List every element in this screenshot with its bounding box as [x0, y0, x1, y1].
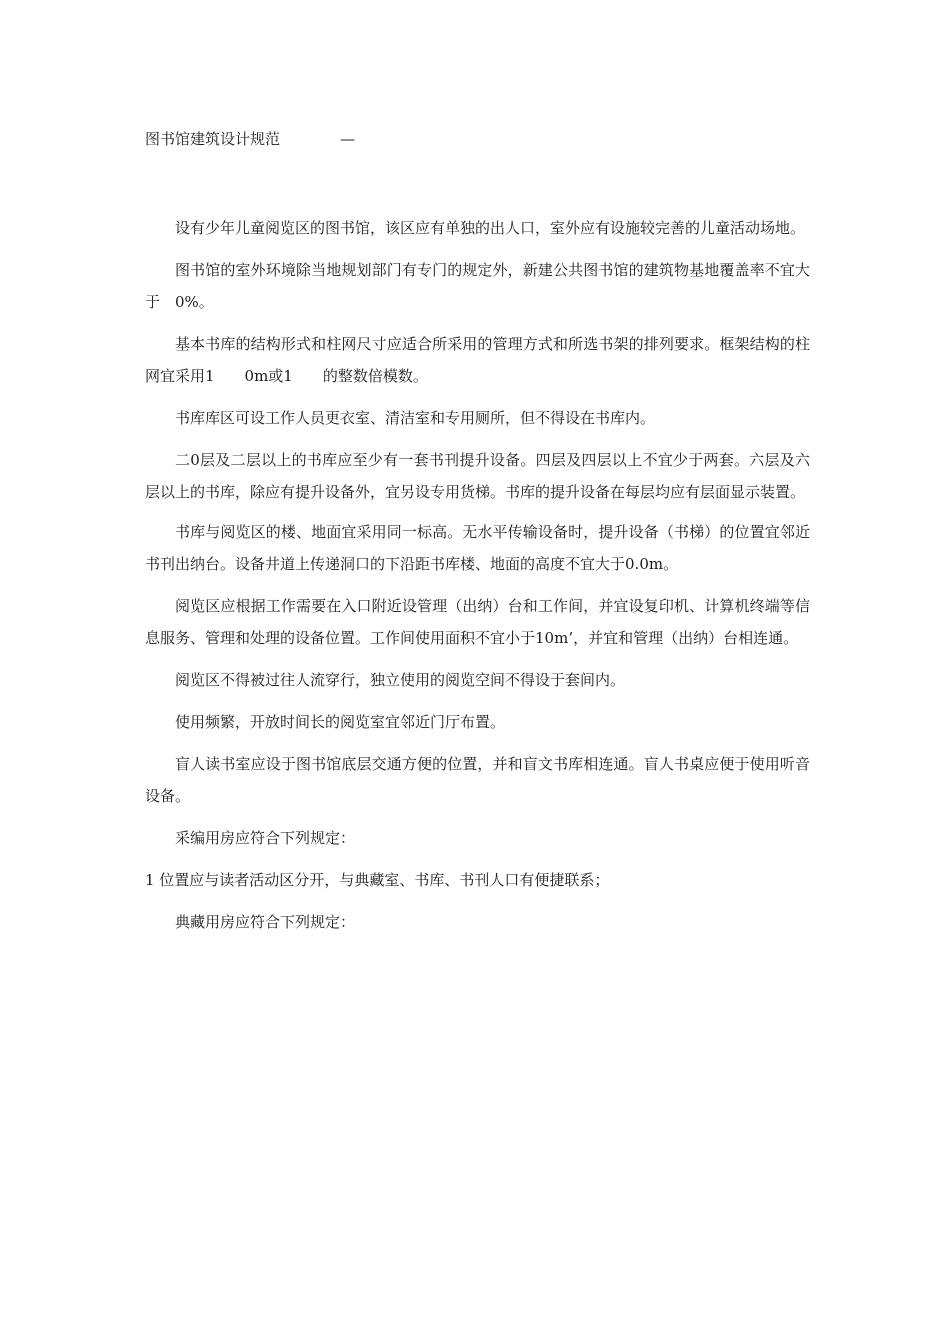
paragraph-floor-level: 书库与阅览区的楼、地面宜采用同一标高。无水平传输设备时，提升设备（书梯）的位置宜邻近书刊出纳台。设备井道上传递洞口的下沿距书库楼、地面的高度不宜大于0.0m。 [145, 523, 810, 573]
paragraph-stack-structure: 基本书库的结构形式和柱网尺寸应适合所采用的管理方式和所选书架的排列要求。框架结构的柱网宜采用1 0m或1 的整数倍模数。 [145, 335, 810, 385]
paragraph-reading-circulation: 阅览区不得被过往人流穿行，独立使用的阅览空间不得设于套间内。 [175, 671, 626, 689]
paragraph-lift-equipment: 二0层及二层以上的书库应至少有一套书刊提升设备。四层及四层以上不宜少于两套。六层及六层以上的书库，除应有提升设备外，宜另设专用货梯。书库的提升设备在每层均应有层面显示装置。 [145, 451, 810, 501]
document-title: 图书馆建筑设计规范 [145, 130, 281, 148]
list-item-1: 1 位置应与读者活动区分开，与典藏室、书库、书刊人口有便捷联系； [145, 871, 610, 889]
paragraph-blind-reading-room: 盲人读书室应设于图书馆底层交通方便的位置，并和盲文书库相连通。盲人书桌应便于使用听音设备。 [145, 755, 810, 805]
paragraph-collection-rules: 典藏用房应符合下列规定： [175, 913, 356, 931]
paragraph-site-coverage: 图书馆的室外环境除当地规划部门有专门的规定外，新建公共图书馆的建筑物基地覆盖率不宜大于 0%。 [145, 261, 810, 311]
paragraph-acquisition-rules: 采编用房应符合下列规定： [175, 829, 356, 847]
page-header [145, 128, 355, 150]
document-body [145, 212, 810, 948]
header-dash: — [340, 130, 356, 148]
paragraph-stack-staff-rooms: 书库库区可设工作人员更衣室、清洁室和专用厕所，但不得设在书库内。 [175, 409, 656, 427]
paragraph-reading-room-location: 使用频繁，开放时间长的阅览室宜邻近门厅布置。 [175, 713, 506, 731]
paragraph-reading-service: 阅览区应根据工作需要在入口附近设管理（出纳）台和工作间，并宜设复印机、计算机终端等信息服务、管理和处理的设备位置。工作间使用面积不宜小于10m’，并宜和管理（出纳）台相连通。 [145, 597, 810, 647]
paragraph-children-area: 设有少年儿童阅览区的图书馆，该区应有单独的出人口，室外应有设施较完善的儿童活动场地。 [175, 219, 806, 237]
